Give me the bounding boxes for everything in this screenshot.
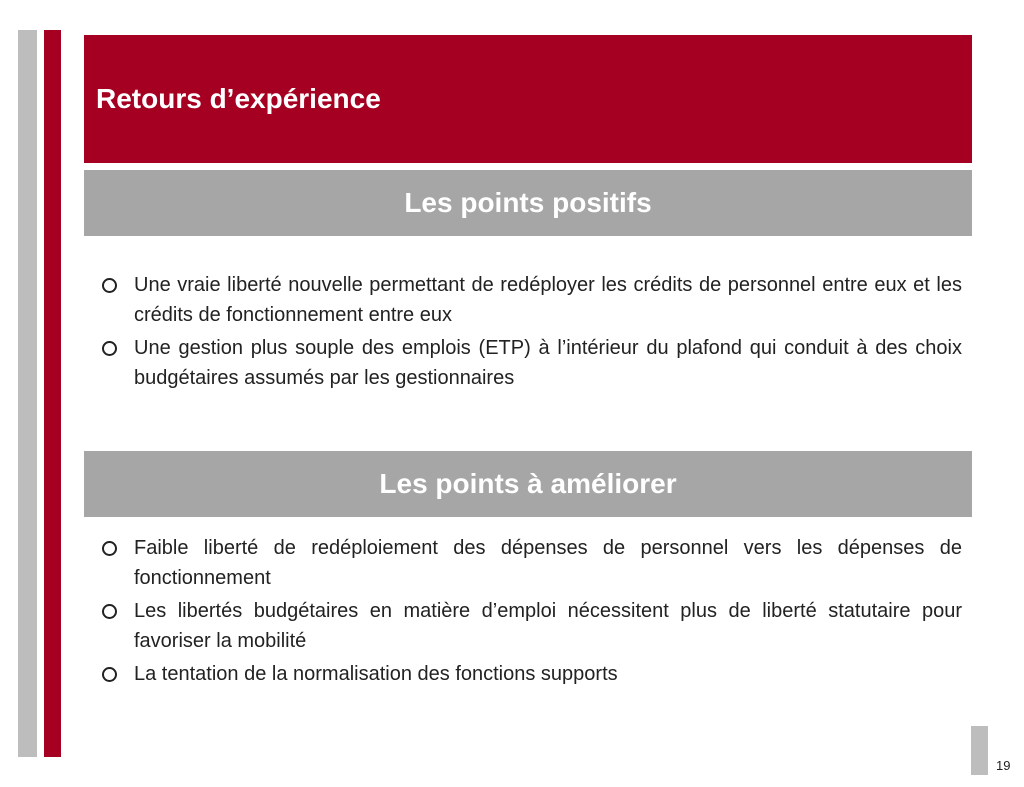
- title-banner: [84, 35, 972, 163]
- circle-bullet-icon: [102, 667, 117, 682]
- list-item: [98, 659, 962, 689]
- list-item: [98, 270, 962, 330]
- section-header-positive: Les points positifs: [84, 170, 972, 236]
- bullet-text: Une gestion plus souple des emplois (ETP) à l’intérieur du plafond qui conduit à des choix budgétaires assumés par les gestionnaires: [134, 337, 962, 389]
- slide-title: Retours d’expérience: [96, 83, 381, 114]
- circle-bullet-icon: [102, 604, 117, 619]
- list-item: [98, 596, 962, 656]
- left-red-bar: [44, 30, 61, 757]
- section-header-improve: Les points à améliorer: [84, 451, 972, 517]
- positive-points-list: [98, 270, 962, 396]
- page-number: 19: [996, 758, 1011, 773]
- circle-bullet-icon: [102, 341, 117, 356]
- bullet-text: Une vraie liberté nouvelle permettant de redéployer les crédits de personnel entre eux et les crédits de fonctionnement entre eux: [134, 274, 962, 326]
- list-item: [98, 333, 962, 393]
- bullet-text: Faible liberté de redéploiement des dépenses de personnel vers les dépenses de fonctionnement: [134, 537, 962, 589]
- bullet-text: La tentation de la normalisation des fonctions supports: [134, 663, 618, 685]
- left-gray-bar: [18, 30, 37, 757]
- list-item: [98, 533, 962, 593]
- circle-bullet-icon: [102, 541, 117, 556]
- improvement-points-list: [98, 533, 962, 692]
- circle-bullet-icon: [102, 278, 117, 293]
- bullet-text: Les libertés budgétaires en matière d’emploi nécessitent plus de liberté statutaire pour favoriser la mobilité: [134, 600, 962, 652]
- page-number-bar: [971, 726, 988, 775]
